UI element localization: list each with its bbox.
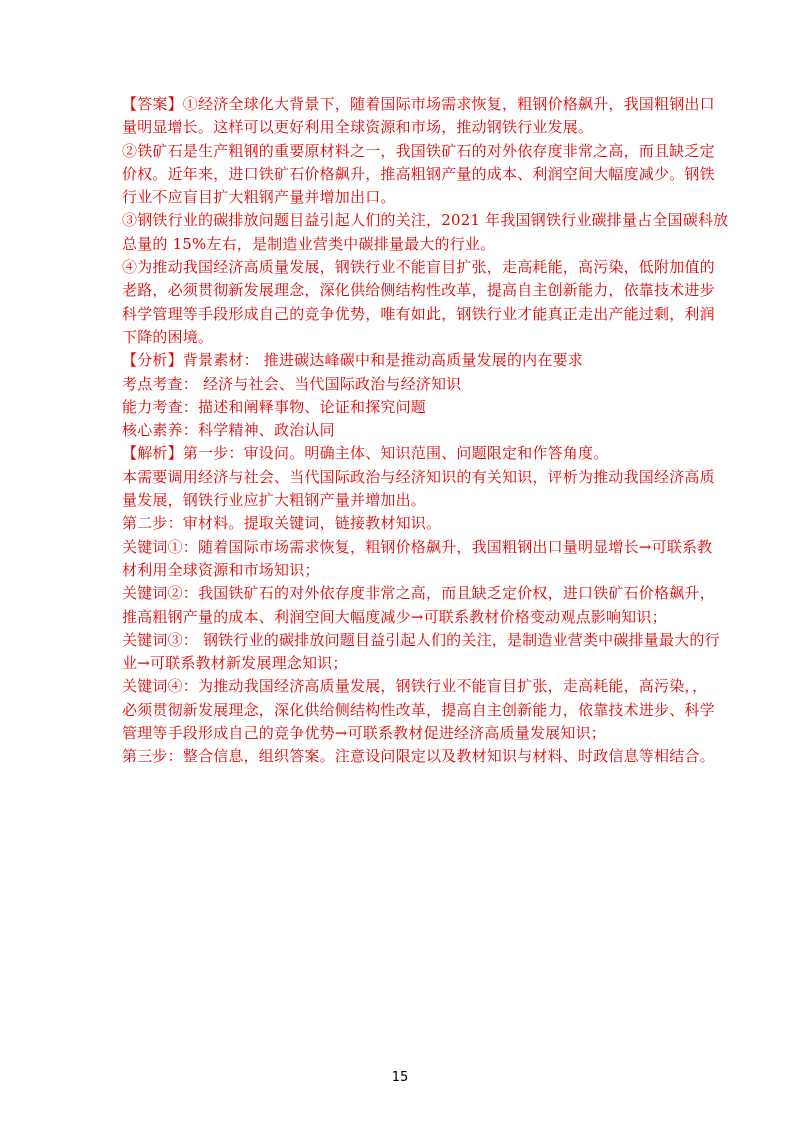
explanation-line: 材利用全球资源和市场知识； <box>122 560 320 579</box>
answer-line: 下降的困境。 <box>122 327 214 346</box>
explanation-line: 【解析】第一步：审设问。明确主体、知识范围、问题限定和作答角度。 <box>122 444 609 463</box>
answer-line: 价权。近年来，进口铁矿石价格飙升，推高粗钢产量的成本、利润空间大幅度减少。钢铁 <box>122 164 715 183</box>
explanation-line: 量发展，钢铁行业应扩大粗钢产量并增加出。 <box>122 491 427 510</box>
explanation-line: 关键词②：我国铁矿石的对外依存度非常之高，而且缺乏定价权，进口铁矿石价格飙升， <box>122 584 715 603</box>
explanation-line: 关键词③： 钢铁行业的碳排放问题目益引起人们的关注，是制造业营类中碳排量最大的行 <box>122 630 720 649</box>
explanation-line: 管理等手段形成自己的竞争优势→可联系教材促进经济高质量发展知识； <box>122 724 606 743</box>
answer-content <box>122 93 729 769</box>
answer-line: 科学管理等手段形成自己的竞争优势，唯有如此，钢铁行业才能真正走出产能过剩，利润 <box>122 304 715 323</box>
answer-line: 老路，必须贯彻新发展理念，深化供给侧结构性改革，提高自主创新能力，依靠技术进步 <box>122 281 715 300</box>
explanation-line: 关键词④：为推动我国经济高质量发展，钢铁行业不能盲目扩张，走高耗能，高污染，， <box>122 677 708 696</box>
answer-line: 总量的 15%左右，是制造业营类中碳排量最大的行业。 <box>122 234 496 253</box>
explanation-line: 业→可联系教材新发展理念知识； <box>122 654 348 673</box>
explanation-line: 关键词①：随着国际市场需求恢复，粗钢价格飙升，我国粗钢出口量明显增长→可联系教 <box>122 537 713 556</box>
answer-line: 【答案】①经济全球化大背景下，随着国际市场需求恢复，粗钢价格飙升，我国粗钢出口 <box>122 95 715 113</box>
analysis-line: 核心素养：科学精神、政治认同 <box>122 421 335 440</box>
answer-line: ②铁矿石是生产粗钢的重要原材料之一，我国铁矿石的对外依存度非常之高，而且缺乏定 <box>122 141 715 160</box>
answer-line: ③钢铁行业的碳排放问题目益引起人们的关注，2021 年我国钢铁行业碳排量占全国碳科放 <box>122 211 729 230</box>
explanation-line: 第三步：整合信息，组织答案。注意设问限定以及教材知识与材料、时政信息等相结合。 <box>122 747 715 766</box>
answer-line: 量明显增长。这样可以更好利用全球资源和市场，推动钢铁行业发展。 <box>122 118 594 137</box>
analysis-line: 【分析】背景素材： 推进碳达峰碳中和是推动高质量发展的内在要求 <box>122 351 583 370</box>
answer-line: 行业不应盲目扩大粗钢产量并增加出口。 <box>122 188 396 207</box>
explanation-line: 推高粗钢产量的成本、利润空间大幅度减少→可联系教材价格变动观点影响知识； <box>122 607 667 626</box>
explanation-line: 必须贯彻新发展理念，深化供给侧结构性改革，提高自主创新能力，依靠技术进步、科学 <box>122 700 715 719</box>
answer-line: ④为推动我国经济高质量发展，钢铁行业不能盲目扩张，走高耗能，高污染，低附加值的 <box>122 258 715 277</box>
explanation-line: 本需要调用经济与社会、当代国际政治与经济知识的有关知识，评析为推动我国经济高质 <box>122 467 715 486</box>
analysis-line: 考点考查： 经济与社会、当代国际政治与经济知识 <box>122 374 462 393</box>
explanation-line: 第二步：审材料。提取关键词，链接教材知识。 <box>122 514 442 533</box>
analysis-line: 能力考查：描述和阐释事物、论证和探究问题 <box>122 397 427 416</box>
page-number: 15 <box>391 1070 409 1085</box>
